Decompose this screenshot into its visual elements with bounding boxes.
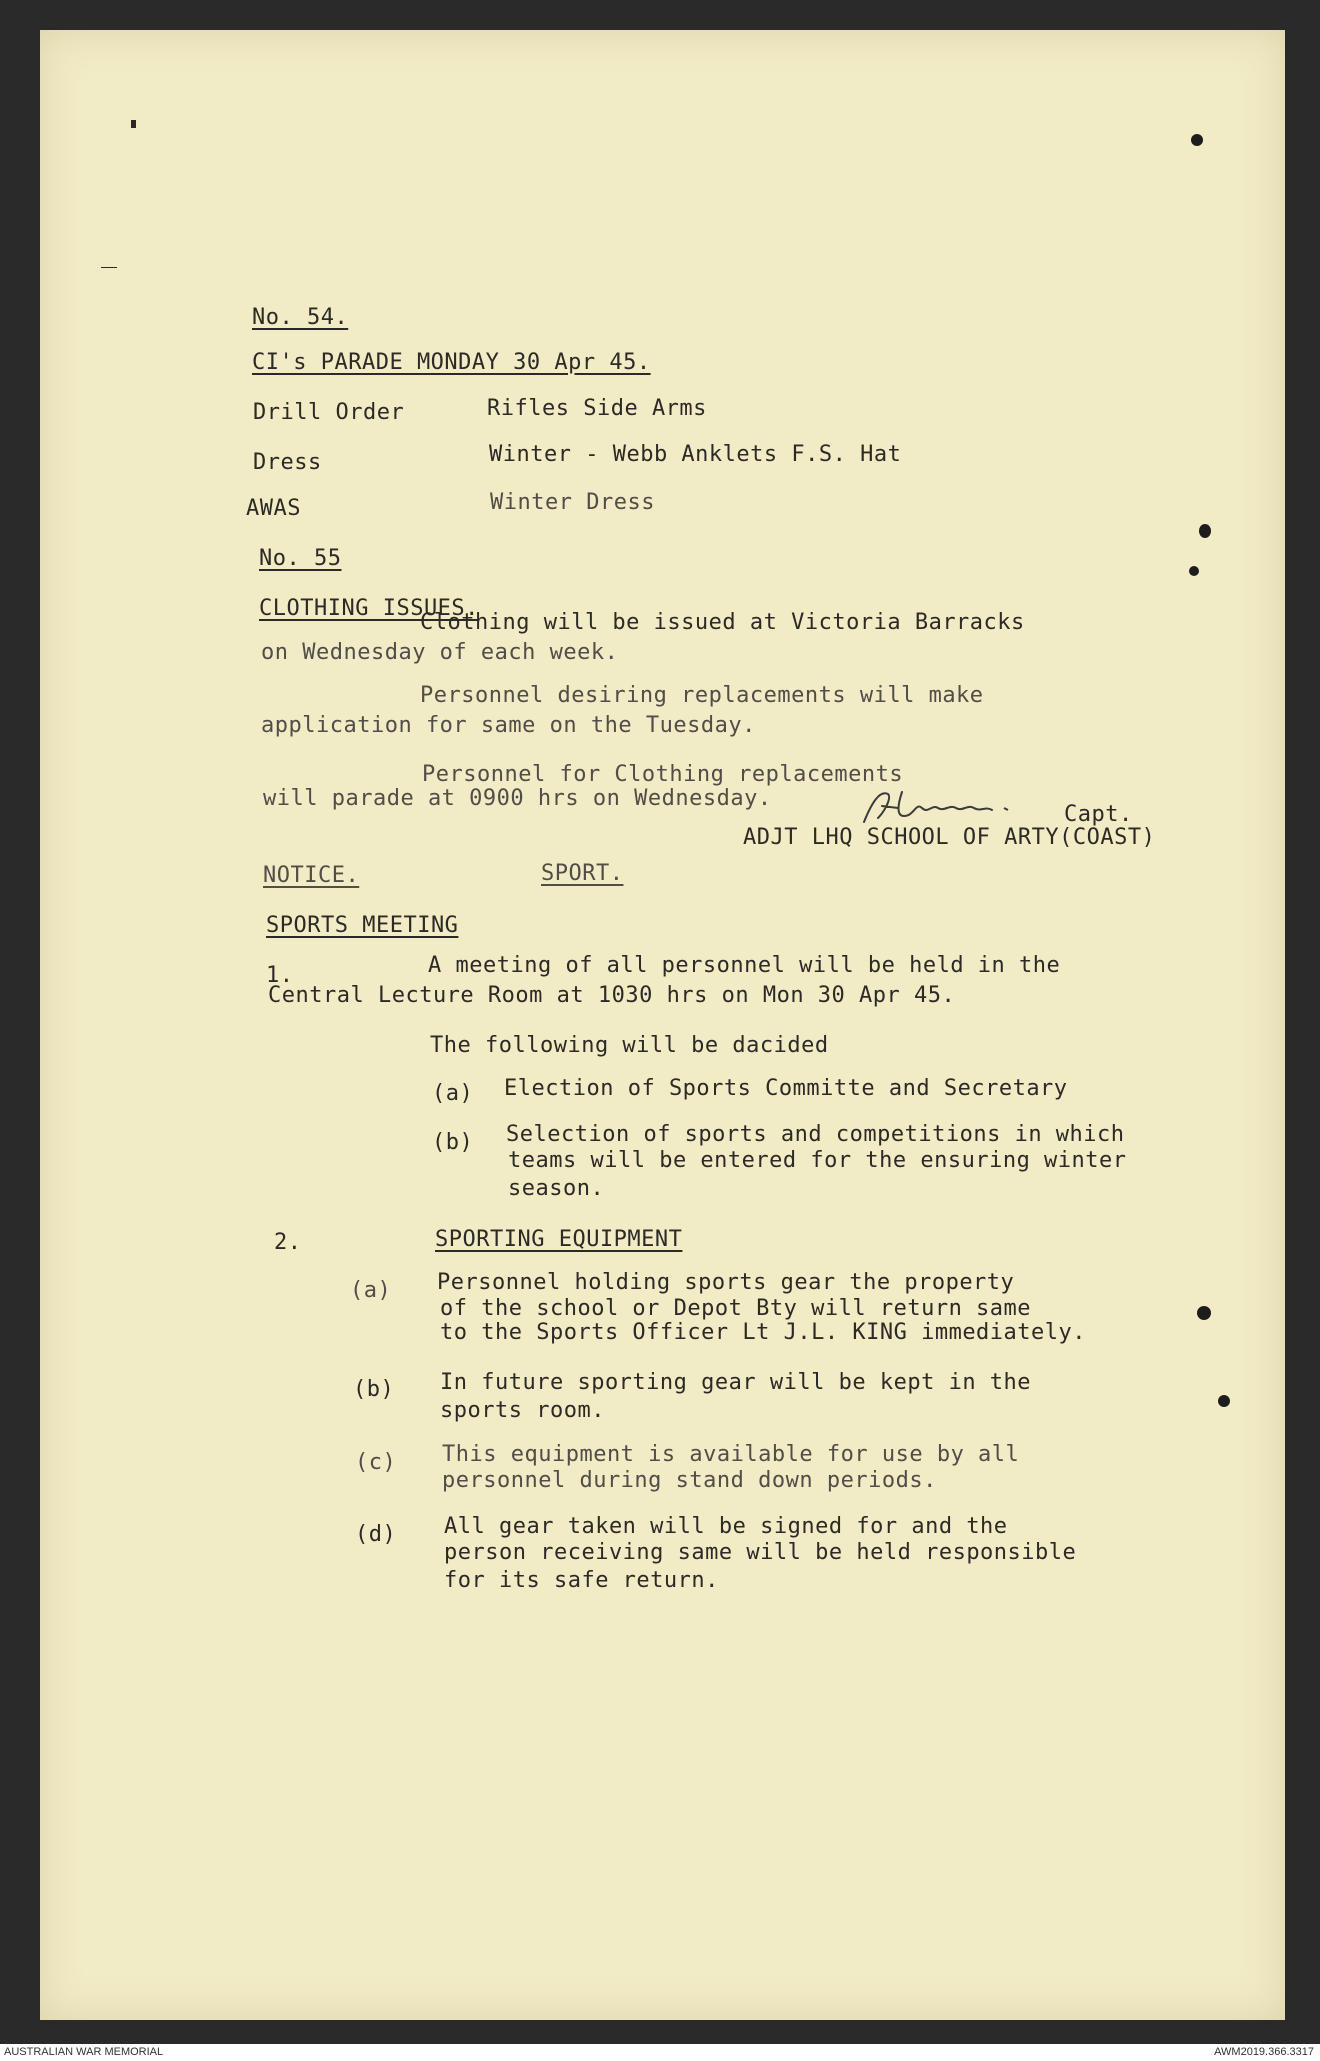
- row-value-drill-order: Rifles Side Arms: [487, 396, 707, 421]
- equip-b-label: (b): [353, 1377, 395, 1402]
- signature-rank: Capt.: [1064, 802, 1133, 827]
- equip-c-label: (c): [355, 1450, 397, 1475]
- footer-institution: AUSTRALIAN WAR MEMORIAL: [4, 2046, 164, 2058]
- equip-d-line-1: All gear taken will be signed for and the: [444, 1514, 1008, 1539]
- item-2-number: 2.: [274, 1230, 302, 1255]
- clothing-para-1-line-2: on Wednesday of each week.: [261, 640, 619, 665]
- order-number-54: No. 54.: [252, 305, 349, 330]
- row-value-dress: Winter - Webb Anklets F.S. Hat: [489, 442, 902, 467]
- equip-a-line-2: of the school or Depot Bty will return same: [440, 1296, 1032, 1321]
- order-55-heading: CLOTHING ISSUES.: [259, 596, 479, 621]
- equip-b-line-1: In future sporting gear will be kept in the: [440, 1370, 1032, 1395]
- notice-label: NOTICE.: [263, 863, 360, 888]
- punch-hole: [1199, 524, 1211, 538]
- punch-hole: [1189, 566, 1199, 576]
- signature-block: ADJT LHQ SCHOOL OF ARTY(COAST): [743, 825, 1156, 850]
- equip-a-line-1: Personnel holding sports gear the property: [437, 1270, 1015, 1295]
- sub-b-label: (b): [432, 1130, 474, 1155]
- equip-b-line-2: sports room.: [440, 1398, 605, 1423]
- sub-b-line-2: teams will be entered for the ensuring winter: [508, 1148, 1127, 1173]
- equip-c-line-2: personnel during stand down periods.: [442, 1468, 937, 1493]
- punch-hole: [1197, 1306, 1211, 1320]
- sub-a-label: (a): [432, 1081, 474, 1106]
- clothing-para-2-line-1: Personnel desiring replacements will make: [420, 683, 984, 708]
- document-page: [40, 30, 1285, 2020]
- sub-b-line-1: Selection of sports and competitions in which: [506, 1122, 1125, 1147]
- order-number-55: No. 55: [259, 546, 342, 571]
- item-1-number: 1.: [266, 963, 294, 988]
- punch-hole: [1218, 1395, 1230, 1407]
- row-label-awas: AWAS: [246, 496, 301, 521]
- stray-mark: [101, 267, 117, 268]
- equip-d-label: (d): [355, 1522, 397, 1547]
- item-1-line-1: A meeting of all personnel will be held in the: [428, 953, 1061, 978]
- sub-a-text: Election of Sports Committe and Secretary: [504, 1076, 1068, 1101]
- punch-hole: [1191, 134, 1203, 146]
- sub-b-line-3: season.: [508, 1176, 605, 1201]
- item-2-heading: SPORTING EQUIPMENT: [435, 1227, 683, 1252]
- equip-a-line-3: to the Sports Officer Lt J.L. KING immediately.: [440, 1320, 1087, 1345]
- item-1-line-2: Central Lecture Room at 1030 hrs on Mon 30 Apr 45.: [268, 983, 956, 1008]
- following-line: The following will be dacided: [430, 1033, 829, 1058]
- clothing-para-1-line-1: Clothing will be issued at Victoria Barracks: [420, 610, 1025, 635]
- sports-meeting-heading: SPORTS MEETING: [266, 913, 459, 938]
- equip-c-line-1: This equipment is available for use by all: [442, 1442, 1020, 1467]
- clothing-para-3-line-2: will parade at 0900 hrs on Wednesday.: [263, 786, 772, 811]
- equip-d-line-2: person receiving same will be held responsible: [444, 1540, 1077, 1565]
- notice-sport: SPORT.: [541, 861, 624, 886]
- row-label-dress: Dress: [253, 450, 322, 475]
- stray-mark: [131, 120, 136, 128]
- row-value-awas: Winter Dress: [490, 490, 655, 515]
- order-54-heading: CI's PARADE MONDAY 30 Apr 45.: [252, 350, 651, 375]
- equip-a-label: (a): [350, 1278, 392, 1303]
- clothing-para-3-line-1: Personnel for Clothing replacements: [422, 762, 904, 787]
- equip-d-line-3: for its safe return.: [444, 1568, 719, 1593]
- clothing-para-2-line-2: application for same on the Tuesday.: [261, 713, 756, 738]
- archive-footer: [0, 2044, 1320, 2061]
- row-label-drill-order: Drill Order: [253, 400, 405, 425]
- footer-accession-number: AWM2019.366.3317: [1214, 2046, 1314, 2058]
